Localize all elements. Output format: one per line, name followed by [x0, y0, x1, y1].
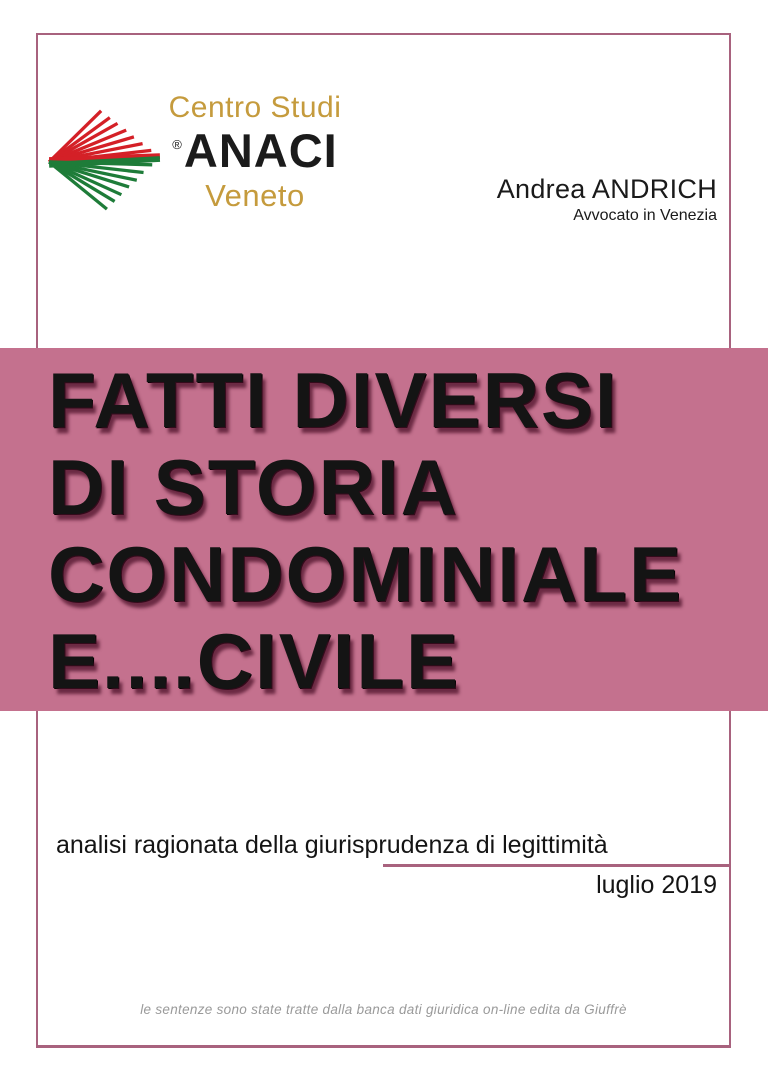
title-line-2: DI STORIA — [48, 443, 459, 531]
registered-trademark-icon: ® — [172, 137, 183, 152]
author-role: Avvocato in Venezia — [573, 207, 717, 224]
title-line-1: FATTI DIVERSI — [48, 356, 619, 444]
footer-note: le sentenze sono state tratte dalla banca dati giuridica on-line edita da Giuffrè — [140, 1002, 627, 1017]
subtitle-text: analisi ragionata della giurisprudenza di legittimità — [56, 831, 608, 859]
date-text: luglio 2019 — [596, 871, 717, 899]
anaci-logo-text — [130, 93, 380, 211]
author-name: Andrea ANDRICH — [496, 174, 717, 204]
logo-centro-studi-label: Centro Studi — [168, 91, 342, 124]
logo-anaci-row — [130, 124, 380, 177]
title-line-4: E....CIVILE — [48, 617, 461, 705]
title-line-3: CONDOMINIALE — [48, 530, 683, 618]
title-banner — [0, 348, 768, 711]
anaci-logo — [46, 93, 356, 238]
author-block — [497, 174, 717, 225]
logo-anaci-label: ANACI — [183, 124, 338, 177]
logo-veneto-label: Veneto — [205, 178, 305, 213]
divider-rule — [383, 864, 731, 867]
